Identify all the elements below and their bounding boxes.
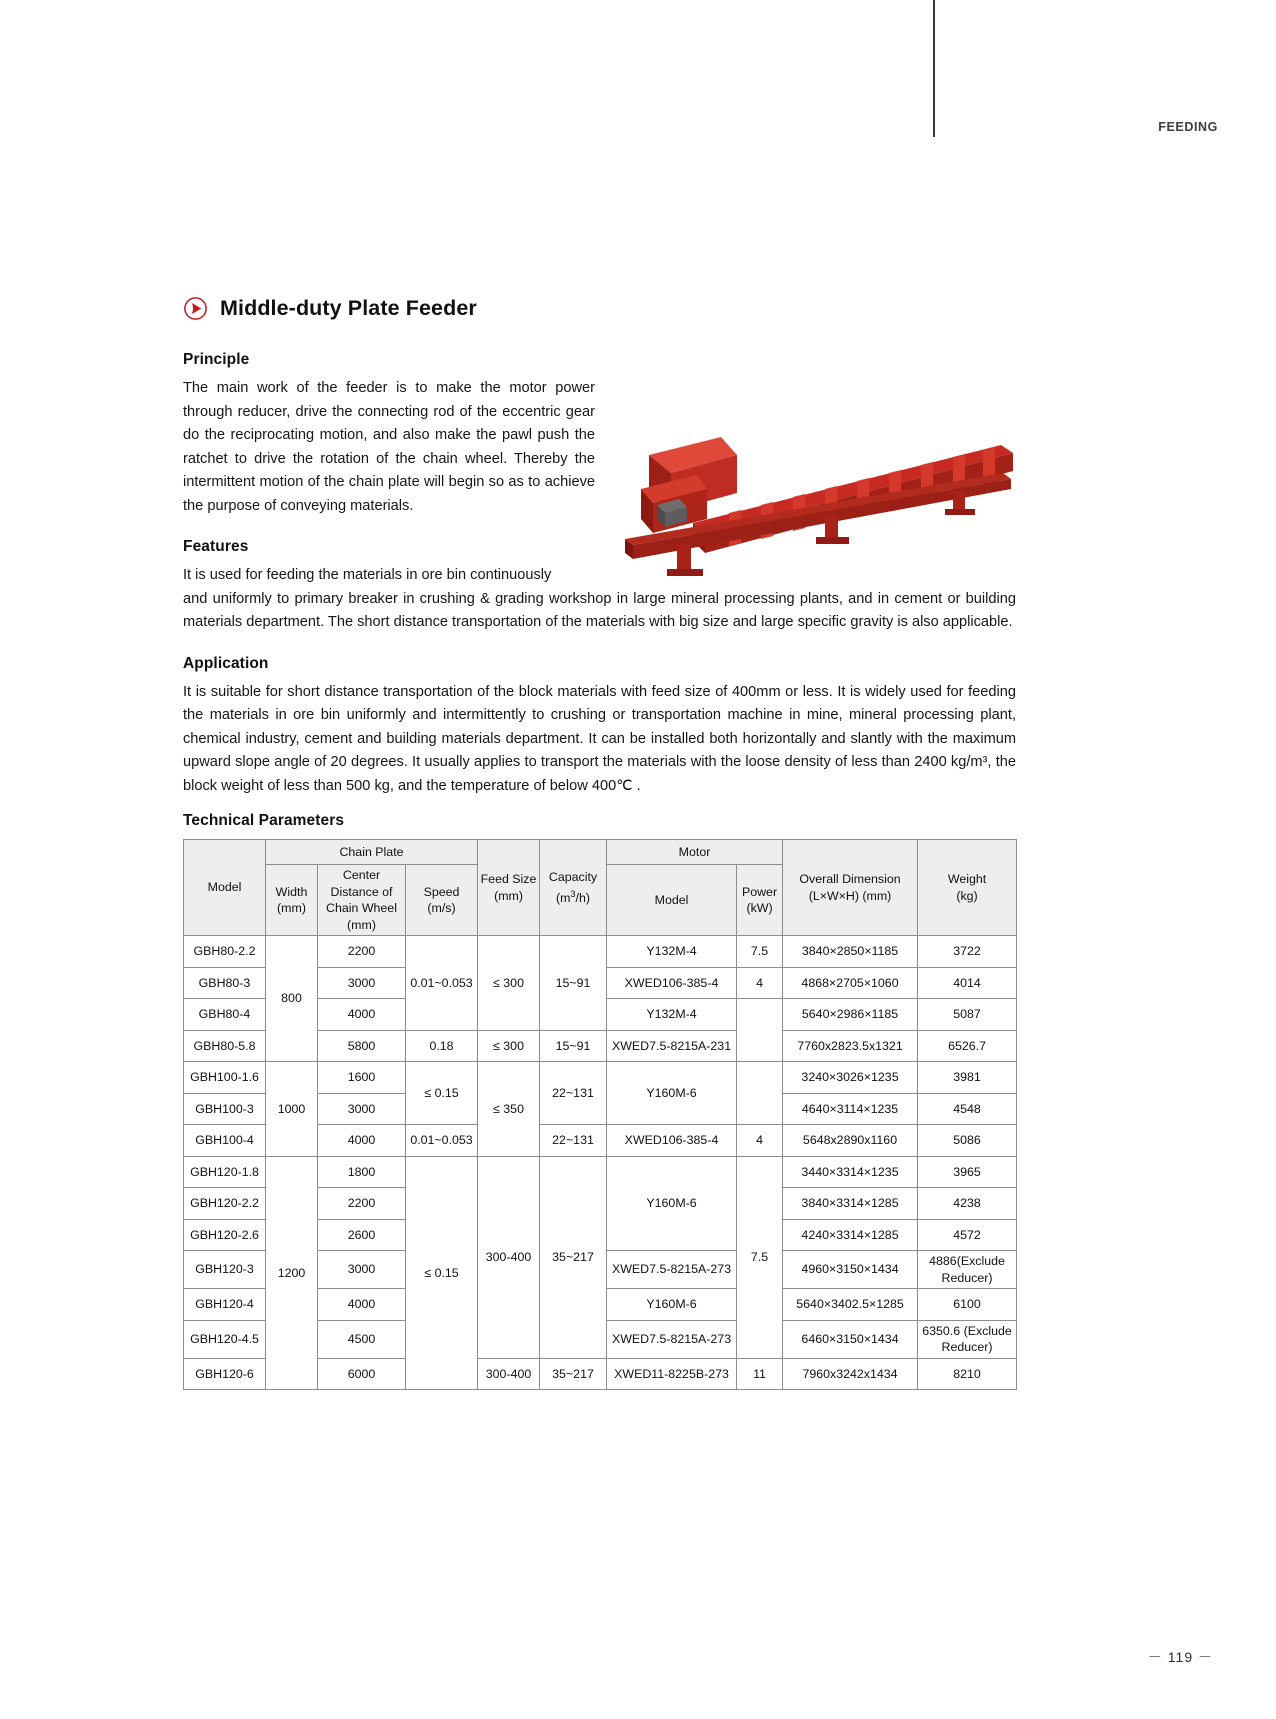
cell-motor-model: XWED7.5-8215A-231 <box>607 1030 737 1062</box>
cell-feed-size: ≤ 350 <box>478 1062 540 1157</box>
cell-center-distance: 3000 <box>318 1251 406 1289</box>
cell-power: 4 <box>737 967 783 999</box>
th-overall-dimension-unit: (L×W×H) (mm) <box>808 888 892 903</box>
cell-width: 1200 <box>266 1156 318 1390</box>
cell-feed-size: ≤ 300 <box>478 1030 540 1062</box>
table-header-row-1 <box>184 840 1017 865</box>
cell-weight: 6350.6 (Exclude Reducer) <box>918 1320 1017 1358</box>
heading-technical-parameters: Technical Parameters <box>183 812 345 829</box>
cell-power <box>737 1062 783 1125</box>
cell-overall-dimension: 3840×3314×1285 <box>783 1188 918 1220</box>
cell-center-distance: 2600 <box>318 1219 406 1251</box>
th-power-unit: (kW) <box>746 901 773 915</box>
cell-model: GBH120-4.5 <box>184 1320 266 1358</box>
paragraph-features-full: and uniformly to primary breaker in crushing & grading workshop in large mineral processing plants, and in cement or building materials department. The short distance transportation of the materials with big size and large specific gravity is also applicable. <box>183 590 1016 630</box>
cell-overall-dimension: 3440×3314×1235 <box>783 1156 918 1188</box>
th-width <box>266 865 318 936</box>
cell-center-distance: 3000 <box>318 1093 406 1125</box>
cell-capacity: 22~131 <box>540 1125 607 1157</box>
cell-overall-dimension: 3840×2850×1185 <box>783 936 918 968</box>
th-width-unit: (mm) <box>277 901 306 915</box>
cell-overall-dimension: 3240×3026×1235 <box>783 1062 918 1094</box>
page-title-text: Middle-duty Plate Feeder <box>220 296 477 320</box>
th-feed-size-unit: (mm) <box>494 888 523 903</box>
cell-motor-model: Y132M-4 <box>607 999 737 1031</box>
cell-motor-model: XWED11-8225B-273 <box>607 1358 737 1390</box>
heading-features: Features <box>183 538 249 555</box>
cell-weight: 4014 <box>918 967 1017 999</box>
cell-overall-dimension: 4960×3150×1434 <box>783 1251 918 1289</box>
th-power-label: Power <box>741 884 778 899</box>
cell-model: GBH80-4 <box>184 999 266 1031</box>
cell-overall-dimension: 7760x2823.5x1321 <box>783 1030 918 1062</box>
page-content <box>183 296 1016 1390</box>
header-section-label: FEEDING <box>1158 120 1218 134</box>
cell-overall-dimension: 4640×3114×1235 <box>783 1093 918 1125</box>
th-motor: Motor <box>607 840 783 865</box>
cell-center-distance: 6000 <box>318 1358 406 1390</box>
page-title <box>183 296 1016 321</box>
cell-power: 7.5 <box>737 1156 783 1358</box>
cell-center-distance: 4000 <box>318 1289 406 1321</box>
cell-center-distance: 1600 <box>318 1062 406 1094</box>
cell-power <box>737 999 783 1062</box>
cell-weight: 5087 <box>918 999 1017 1031</box>
cell-center-distance: 2200 <box>318 1188 406 1220</box>
cell-center-distance: 5800 <box>318 1030 406 1062</box>
table-body <box>184 936 1017 1390</box>
cell-feed-size: ≤ 300 <box>478 936 540 1031</box>
cell-feed-size: 300-400 <box>478 1156 540 1358</box>
cell-weight: 6100 <box>918 1289 1017 1321</box>
th-chain-plate: Chain Plate <box>266 840 478 865</box>
th-speed-unit: (m/s) <box>427 901 456 915</box>
paragraph-application: It is suitable for short distance transportation of the block materials with feed size of 400mm or less. It is widely used for feeding the materials in ore bin uniformly and intermittently to crushing or transportation machine in mine, mineral processing plant, chemical industry, cement and building materials department. It can be installed both horizontally and slantly with the maximum upward slope angle of 20 degrees. It usually applies to transport the materials with the loose density of less than 2400 kg/m³, the block weight of less than 500 kg, and the temperature of below 400℃ . <box>183 683 1016 794</box>
cell-center-distance: 4000 <box>318 999 406 1031</box>
cell-overall-dimension: 5640×3402.5×1285 <box>783 1289 918 1321</box>
cell-motor-model: XWED106-385-4 <box>607 967 737 999</box>
cell-model: GBH120-1.8 <box>184 1156 266 1188</box>
cell-capacity: 15~91 <box>540 1030 607 1062</box>
th-model: Model <box>184 840 266 936</box>
cell-center-distance: 4500 <box>318 1320 406 1358</box>
technical-parameters-table <box>183 839 1017 1390</box>
cell-center-distance: 2200 <box>318 936 406 968</box>
header-vertical-rule <box>933 0 935 137</box>
cell-power: 7.5 <box>737 936 783 968</box>
cell-motor-model: Y132M-4 <box>607 936 737 968</box>
cell-speed: 0.01~0.053 <box>406 1125 478 1157</box>
cell-weight: 5086 <box>918 1125 1017 1157</box>
cell-motor-model: Y160M-6 <box>607 1289 737 1321</box>
cell-overall-dimension: 4240×3314×1285 <box>783 1219 918 1251</box>
cell-center-distance: 1800 <box>318 1156 406 1188</box>
circled-play-arrow-icon <box>183 296 208 321</box>
th-center-distance: Center Distance of Chain Wheel (mm) <box>318 865 406 936</box>
th-speed-label: Speed <box>423 884 460 899</box>
cell-weight: 3965 <box>918 1156 1017 1188</box>
cell-power: 4 <box>737 1125 783 1157</box>
cell-capacity: 35~217 <box>540 1358 607 1390</box>
th-overall-dimension <box>783 840 918 936</box>
cell-model: GBH120-6 <box>184 1358 266 1390</box>
cell-feed-size: 300-400 <box>478 1358 540 1390</box>
th-overall-dimension-label: Overall Dimension <box>799 872 901 886</box>
cell-model: GBH80-3 <box>184 967 266 999</box>
cell-motor-model: Y160M-6 <box>607 1062 737 1125</box>
cell-motor-model: XWED7.5-8215A-273 <box>607 1320 737 1358</box>
cell-model: GBH100-3 <box>184 1093 266 1125</box>
cell-model: GBH80-2.2 <box>184 936 266 968</box>
cell-center-distance: 4000 <box>318 1125 406 1157</box>
cell-speed: 0.18 <box>406 1030 478 1062</box>
th-motor-model: Model <box>607 865 737 936</box>
cell-weight: 4548 <box>918 1093 1017 1125</box>
th-capacity <box>540 840 607 936</box>
cell-capacity: 35~217 <box>540 1156 607 1358</box>
th-feed-size <box>478 840 540 936</box>
cell-speed: 0.01~0.053 <box>406 936 478 1031</box>
cell-capacity: 15~91 <box>540 936 607 1031</box>
th-weight-unit: (kg) <box>956 888 978 903</box>
cell-overall-dimension: 5648x2890x1160 <box>783 1125 918 1157</box>
cell-power: 11 <box>737 1358 783 1390</box>
cell-model: GBH100-1.6 <box>184 1062 266 1094</box>
cell-model: GBH120-3 <box>184 1251 266 1289</box>
paragraph-features-narrow: It is used for feeding the materials in ore bin continuously <box>183 567 552 583</box>
cell-model: GBH120-2.2 <box>184 1188 266 1220</box>
paragraph-principle: The main work of the feeder is to make the motor power through reducer, drive the connecting rod of the eccentric gear do the reciprocating motion, and also make the pawl push the ratchet to drive the rotation of the chain wheel. Thereby the intermittent motion of the chain plate will begin so as to achieve the purpose of conveying materials. <box>183 380 595 514</box>
cell-width: 800 <box>266 936 318 1062</box>
cell-speed: ≤ 0.15 <box>406 1156 478 1390</box>
th-weight-label: Weight <box>947 872 987 886</box>
cell-model: GBH120-4 <box>184 1289 266 1321</box>
cell-overall-dimension: 4868×2705×1060 <box>783 967 918 999</box>
th-speed <box>406 865 478 936</box>
cell-capacity: 22~131 <box>540 1062 607 1125</box>
cell-model: GBH100-4 <box>184 1125 266 1157</box>
cell-speed: ≤ 0.15 <box>406 1062 478 1125</box>
cell-width: 1000 <box>266 1062 318 1157</box>
table-row <box>184 1156 1017 1188</box>
cell-overall-dimension: 5640×2986×1185 <box>783 999 918 1031</box>
th-feed-size-label: Feed Size <box>480 872 537 886</box>
cell-weight: 4572 <box>918 1219 1017 1251</box>
th-width-label: Width <box>275 884 308 899</box>
cell-motor-model: Y160M-6 <box>607 1156 737 1251</box>
cell-weight: 6526.7 <box>918 1030 1017 1062</box>
cell-weight: 3722 <box>918 936 1017 968</box>
cell-weight: 4886(Exclude Reducer) <box>918 1251 1017 1289</box>
cell-motor-model: XWED106-385-4 <box>607 1125 737 1157</box>
cell-overall-dimension: 7960x3242x1434 <box>783 1358 918 1390</box>
table-row <box>184 1062 1017 1094</box>
cell-weight: 8210 <box>918 1358 1017 1390</box>
cell-model: GBH80-5.8 <box>184 1030 266 1062</box>
cell-motor-model: XWED7.5-8215A-273 <box>607 1251 737 1289</box>
table-row <box>184 936 1017 968</box>
th-weight <box>918 840 1017 936</box>
heading-principle: Principle <box>183 351 250 368</box>
cell-weight: 3981 <box>918 1062 1017 1094</box>
heading-application: Application <box>183 654 269 672</box>
cell-overall-dimension: 6460×3150×1434 <box>783 1320 918 1358</box>
cell-weight: 4238 <box>918 1188 1017 1220</box>
th-power <box>737 865 783 936</box>
cell-model: GBH120-2.6 <box>184 1219 266 1251</box>
cell-center-distance: 3000 <box>318 967 406 999</box>
th-capacity-unit: $(m^3/h)$ <box>556 888 590 905</box>
th-capacity-label: Capacity <box>548 869 598 884</box>
page-footer: － 119 － <box>1147 1649 1213 1665</box>
